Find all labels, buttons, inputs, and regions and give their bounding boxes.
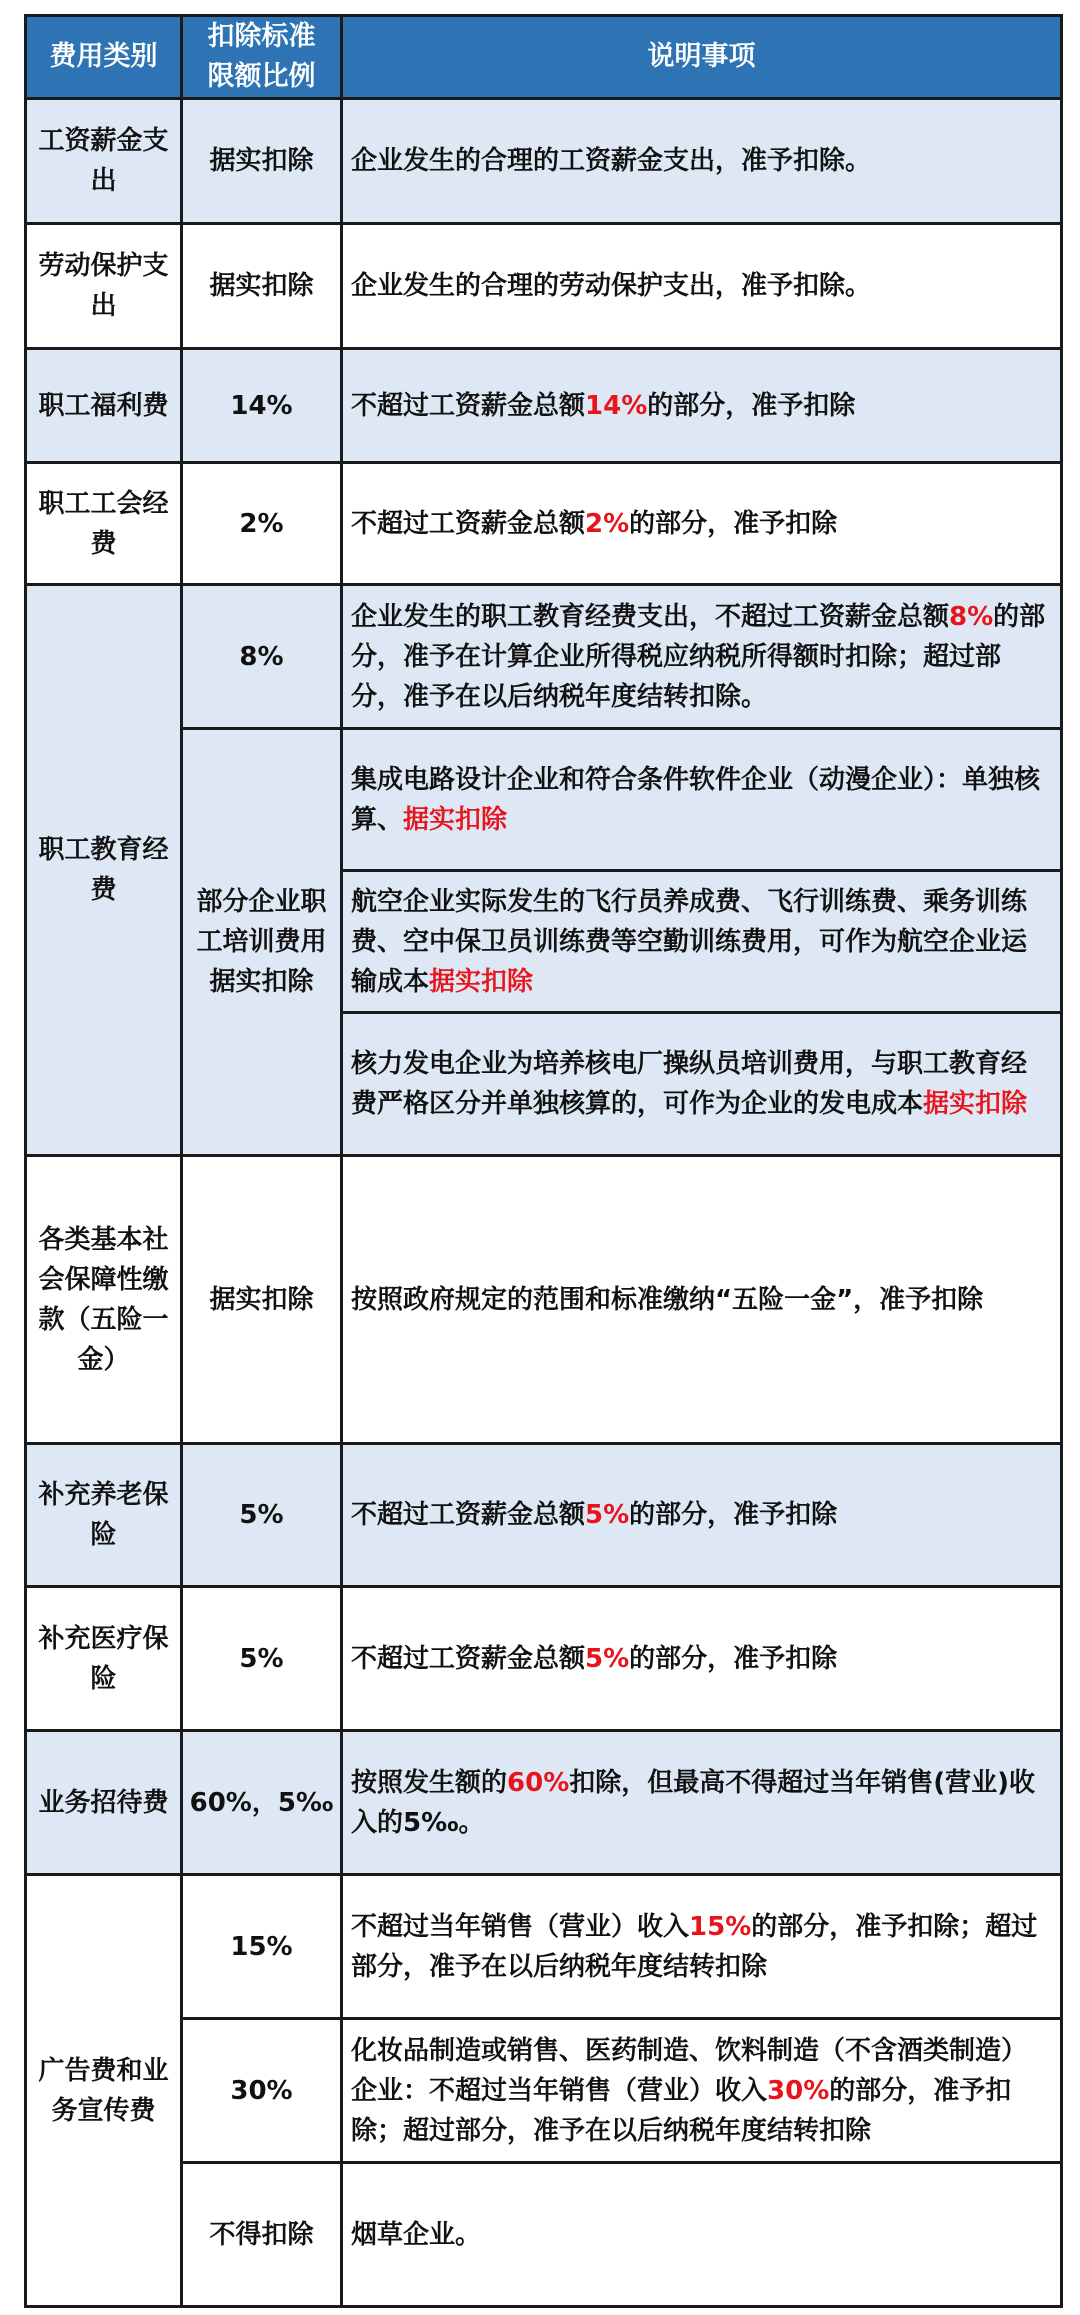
desc-text: 集成电路设计企业和符合条件软件企业（动漫企业）：单独核算、 <box>351 764 1041 835</box>
category-line: 各类基本社 <box>38 1224 169 1255</box>
table-row <box>26 2019 1062 2163</box>
row-description <box>342 1587 1062 1731</box>
table-row <box>26 349 1062 463</box>
desc-text: 的部分，准予扣除 <box>647 390 856 421</box>
desc-text: 不超过当年销售（营业）收入 <box>351 1911 690 1942</box>
header-limit-line2: 限额比例 <box>207 61 316 92</box>
row-description <box>342 1875 1062 2019</box>
desc-text: 不超过工资薪金总额 <box>351 508 586 539</box>
row-description: 按照政府规定的范围和标准缴纳“五险一金”，准予扣除 <box>342 1156 1062 1444</box>
row-category <box>26 463 182 585</box>
desc-highlight: 据实扣除 <box>403 804 508 835</box>
desc-highlight: 2% <box>585 508 630 539</box>
header-category: 费用类别 <box>26 16 182 99</box>
row-limit: 不得扣除 <box>182 2163 342 2307</box>
desc-highlight: 30% <box>767 2075 830 2106</box>
desc-text: 化妆品制造或销售、医药制造、饮料制造（不含酒类制造）企业：不超过当年销售（营业）收入 <box>351 2035 1028 2106</box>
desc-highlight: 14% <box>585 390 648 421</box>
row-description <box>342 2019 1062 2163</box>
table-row <box>26 1875 1062 2019</box>
deduction-table <box>24 14 1063 2308</box>
desc-text: 的部分，准予扣除；超过部分，准予在以后纳税年度结转扣除 <box>351 1911 1038 1982</box>
category-line: 险 <box>90 1663 117 1694</box>
category-line: 广告费和业 <box>38 2055 169 2086</box>
desc-text: 航空企业实际发生的飞行员养成费、飞行训练费、乘务训练费、空中保卫员训练费等空勤训练费用，可作为航空企业运输成本 <box>351 886 1028 997</box>
desc-text: 扣除，但最高不得超过当年销售(营业)收入的5‰。 <box>351 1767 1036 1838</box>
deduction-table-container <box>24 14 1060 2314</box>
row-category <box>26 99 182 224</box>
category-line: 务宣传费 <box>51 2095 156 2126</box>
desc-highlight: 15% <box>689 1911 752 1942</box>
row-description: 企业发生的合理的劳动保护支出，准予扣除。 <box>342 224 1062 349</box>
desc-text: 按照发生额的 <box>351 1767 508 1798</box>
row-limit: 30% <box>182 2019 342 2163</box>
table-row <box>26 2163 1062 2307</box>
limit-line: 据实扣除 <box>209 967 314 997</box>
limit-line: 部分企业职 <box>196 887 327 917</box>
category-line: 职工教育经 <box>38 835 169 865</box>
row-category <box>26 585 182 1156</box>
row-limit: 据实扣除 <box>182 1156 342 1444</box>
category-line: 补充养老保 <box>38 1480 169 1510</box>
row-category: 业务招待费 <box>26 1731 182 1875</box>
category-line: 费 <box>90 528 117 559</box>
row-category <box>26 1875 182 2307</box>
table-row <box>26 1444 1062 1587</box>
row-description: 企业发生的合理的工资薪金支出，准予扣除。 <box>342 99 1062 224</box>
row-category <box>26 1444 182 1587</box>
row-limit <box>182 729 342 1156</box>
desc-highlight: 5% <box>585 1643 630 1674</box>
row-description <box>342 349 1062 463</box>
category-line: 工资薪金支 <box>38 126 169 156</box>
desc-highlight: 8% <box>949 601 994 632</box>
row-description <box>342 1731 1062 1875</box>
category-line: 险 <box>90 1520 117 1550</box>
desc-text: 的部分，准予扣除 <box>629 1643 838 1674</box>
header-limit <box>182 16 342 99</box>
category-line: 金） <box>77 1344 130 1375</box>
category-line: 出 <box>90 291 117 321</box>
row-limit: 2% <box>182 463 342 585</box>
desc-text: 不超过工资薪金总额 <box>351 1500 586 1530</box>
row-description <box>342 1013 1062 1156</box>
row-category <box>26 1587 182 1731</box>
row-limit: 据实扣除 <box>182 99 342 224</box>
row-limit: 8% <box>182 585 342 729</box>
desc-highlight: 60% <box>507 1767 570 1798</box>
row-description <box>342 463 1062 585</box>
desc-text: 不超过工资薪金总额 <box>351 390 586 421</box>
row-category <box>26 1156 182 1444</box>
row-limit: 据实扣除 <box>182 224 342 349</box>
desc-highlight: 据实扣除 <box>429 966 534 997</box>
desc-text: 核力发电企业为培养核电厂操纵员培训费用，与职工教育经费严格区分并单独核算的，可作为企业的发电成本 <box>351 1049 1028 1119</box>
row-description <box>342 1444 1062 1587</box>
row-category <box>26 224 182 349</box>
desc-text: 企业发生的职工教育经费支出，不超过工资薪金总额 <box>351 601 950 632</box>
desc-text: 的部分，准予扣除；超过部分，准予在以后纳税年度结转扣除 <box>351 2075 1012 2146</box>
row-limit: 14% <box>182 349 342 463</box>
table-row <box>26 1731 1062 1875</box>
row-description <box>342 729 1062 871</box>
table-row <box>26 1156 1062 1444</box>
category-line: 会保障性缴 <box>38 1264 169 1295</box>
row-description <box>342 871 1062 1013</box>
row-category: 职工福利费 <box>26 349 182 463</box>
header-limit-line1: 扣除标准 <box>207 21 316 52</box>
desc-text: 的部分，准予扣除 <box>629 1500 838 1530</box>
category-line: 费 <box>90 875 117 905</box>
desc-highlight: 据实扣除 <box>923 1089 1028 1119</box>
category-line: 款（五险一 <box>38 1304 169 1335</box>
desc-text: 的部分，准予在计算企业所得税应纳税所得额时扣除；超过部分，准予在以后纳税年度结转扣除。 <box>351 601 1046 712</box>
header-description: 说明事项 <box>342 16 1062 99</box>
row-limit: 60%，5‰ <box>182 1731 342 1875</box>
category-line: 补充医疗保 <box>38 1623 169 1654</box>
row-limit: 5% <box>182 1587 342 1731</box>
limit-line: 工培训费用 <box>196 927 327 957</box>
table-header-row <box>26 16 1062 99</box>
table-row <box>26 224 1062 349</box>
table-row <box>26 585 1062 729</box>
table-row <box>26 729 1062 871</box>
desc-text: 的部分，准予扣除 <box>629 508 838 539</box>
table-row <box>26 99 1062 224</box>
row-description: 烟草企业。 <box>342 2163 1062 2307</box>
row-limit: 15% <box>182 1875 342 2019</box>
desc-highlight: 5% <box>585 1500 630 1530</box>
table-row <box>26 463 1062 585</box>
category-line: 职工工会经 <box>38 488 169 519</box>
desc-text: 不超过工资薪金总额 <box>351 1643 586 1674</box>
row-limit: 5% <box>182 1444 342 1587</box>
table-row <box>26 1587 1062 1731</box>
category-line: 劳动保护支 <box>38 251 169 281</box>
category-line: 出 <box>90 166 117 196</box>
row-description <box>342 585 1062 729</box>
